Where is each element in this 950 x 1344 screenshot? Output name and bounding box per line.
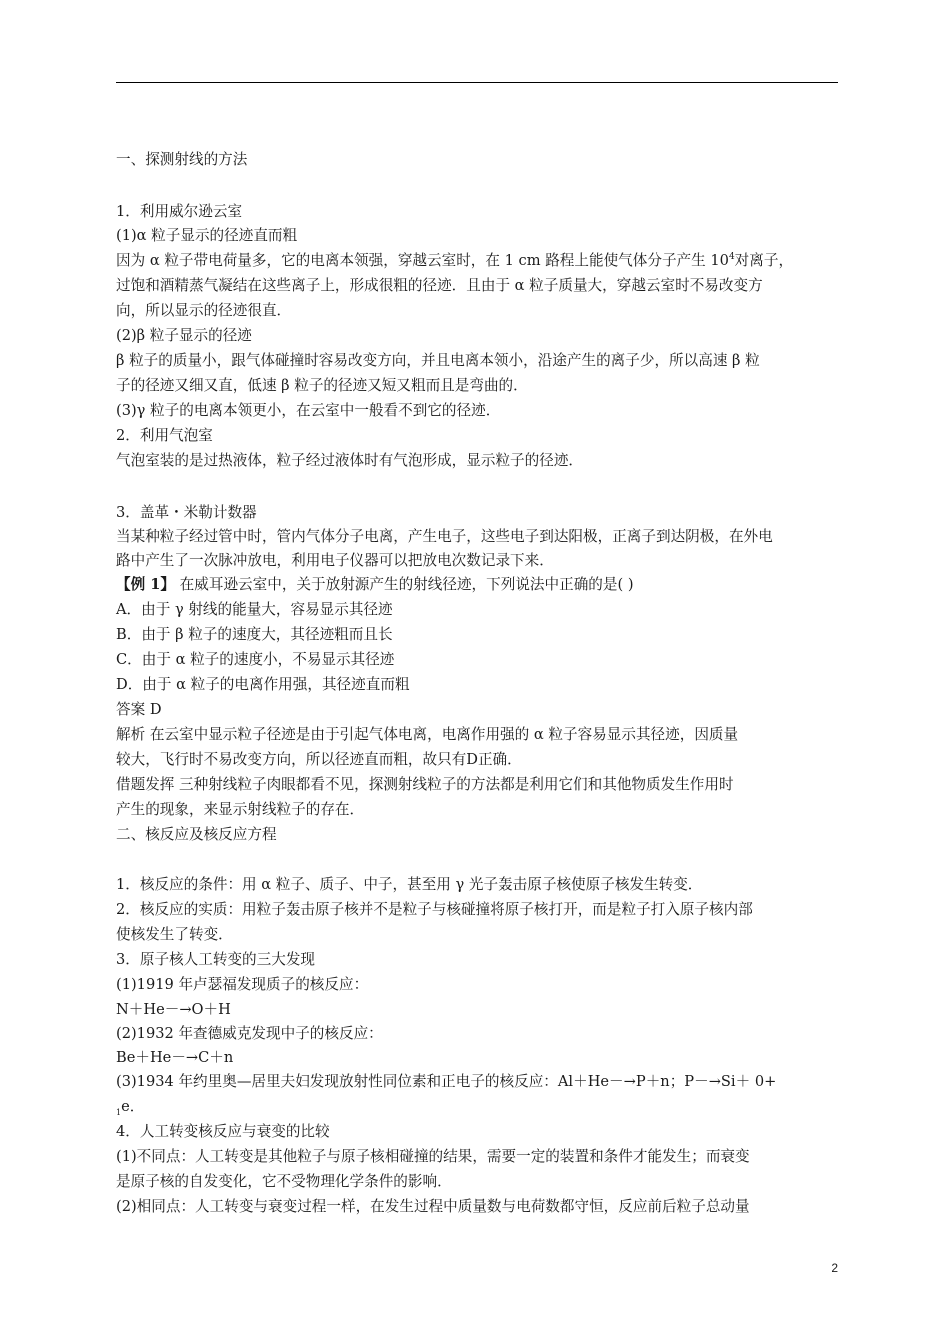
answer: 答案 D xyxy=(116,701,162,718)
list-item: 2．核反应的实质：用粒子轰击原子核并不是粒子与核碰撞将原子核打开，而是粒子打入原子核内部 xyxy=(116,901,753,918)
item-title: 3．盖革・米勒计数器 xyxy=(116,504,257,521)
subscript: 1 xyxy=(116,1107,122,1117)
section-heading-2: 二、核反应及核反应方程 xyxy=(116,826,277,843)
option-d: D．由于 α 粒子的电离作用强，其径迹直而粗 xyxy=(116,676,410,693)
header-rule xyxy=(116,82,838,83)
list-item: 使核发生了转变． xyxy=(116,926,233,943)
equation: N＋He－→O＋H xyxy=(116,1001,231,1018)
equation-continuation xyxy=(116,1097,846,1123)
analysis-line: 较大，飞行时不易改变方向，所以径迹直而粗，故只有D正确． xyxy=(116,751,522,768)
list-item: 1．核反应的条件：用 α 粒子、质子、中子，甚至用 γ 光子轰击原子核使原子核发生转变． xyxy=(116,876,703,893)
option-a: A．由于 γ 射线的能量大，容易显示其径迹 xyxy=(116,601,393,618)
sub-item: (2)β 粒子显示的径迹 xyxy=(116,327,252,344)
list-item: 3．原子核人工转变的三大发现 xyxy=(116,951,316,968)
analysis-line: 解析 在云室中显示粒子径迹是由于引起气体电离，电离作用强的 α 粒子容易显示其径迹，因质量 xyxy=(116,726,739,743)
sub-item: (1)α 粒子显示的径迹直而粗 xyxy=(116,227,298,244)
text: e． xyxy=(121,1098,145,1115)
item-title: 1．利用威尔逊云室 xyxy=(116,203,243,220)
paragraph-line xyxy=(116,251,846,271)
example-tag: 【例 1】 xyxy=(116,576,176,593)
sub-item: (2)相同点：人工转变与衰变过程一样，在发生过程中质量数与电荷数都守恒，反应前后粒子总动量 xyxy=(116,1198,750,1215)
page-number: 2 xyxy=(831,1261,838,1275)
sub-item: (1)不同点：人工转变是其他粒子与原子核相碰撞的结果，需要一定的装置和条件才能发生；而衰变 xyxy=(116,1148,750,1165)
equation: Be＋He－→C＋n xyxy=(116,1049,234,1066)
superscript: 4 xyxy=(728,252,735,263)
sub-item: (2)1932 年查德威克发现中子的核反应： xyxy=(116,1025,383,1042)
option-c: C．由于 α 粒子的速度小，不易显示其径迹 xyxy=(116,651,395,668)
option-b: B．由于 β 粒子的速度大，其径迹粗而且长 xyxy=(116,626,393,643)
tip-line: 产生的现象，来显示射线粒子的存在． xyxy=(116,801,365,818)
sub-item: (1)1919 年卢瑟福发现质子的核反应： xyxy=(116,976,369,993)
text: 因为 α 粒子带电荷量多，它的电离本领强，穿越云室时，在 1 cm 路程上能使气体分子产生 10 xyxy=(116,252,729,269)
section-heading-1: 一、探测射线的方法 xyxy=(116,151,248,168)
paragraph-line: β 粒子的质量小，跟气体碰撞时容易改变方向，并且电离本领小，沿途产生的离子少，所以高速 β 粒 xyxy=(116,352,760,369)
sub-item: (3)γ 粒子的电离本领更小，在云室中一般看不到它的径迹． xyxy=(116,402,501,419)
sub-item: (3)1934 年约里奥—居里夫妇发现放射性同位素和正电子的核反应：Al＋He－→P＋n；P－→Si＋ 0+ xyxy=(116,1073,777,1090)
text: 对离子， xyxy=(734,252,794,269)
paragraph-line: 气泡室装的是过热液体，粒子经过液体时有气泡形成，显示粒子的径迹． xyxy=(116,452,584,469)
paragraph-line: 子的径迹又细又直，低速 β 粒子的径迹又短又粗而且是弯曲的． xyxy=(116,377,528,394)
tip-line: 借题发挥 三种射线粒子肉眼都看不见，探测射线粒子的方法都是利用它们和其他物质发生作用时 xyxy=(116,776,734,793)
paragraph-line: 是原子核的自发变化，它不受物理化学条件的影响． xyxy=(116,1173,452,1190)
paragraph-line: 当某种粒子经过管中时，管内气体分子电离，产生电子，这些电子到达阳极，正离子到达阴极，在外电 xyxy=(116,528,773,545)
example-question xyxy=(116,575,846,595)
paragraph-line: 路中产生了一次脉冲放电，利用电子仪器可以把放电次数记录下来． xyxy=(116,552,554,569)
list-item: 4．人工转变核反应与衰变的比较 xyxy=(116,1123,330,1140)
question-text: 在威耳逊云室中，关于放射源产生的射线径迹，下列说法中正确的是( ) xyxy=(175,576,634,593)
paragraph-line: 向，所以显示的径迹很直． xyxy=(116,302,292,319)
paragraph-line: 过饱和酒精蒸气凝结在这些离子上，形成很粗的径迹．且由于 α 粒子质量大，穿越云室时不易改变方 xyxy=(116,277,763,294)
item-title: 2．利用气泡室 xyxy=(116,427,213,444)
